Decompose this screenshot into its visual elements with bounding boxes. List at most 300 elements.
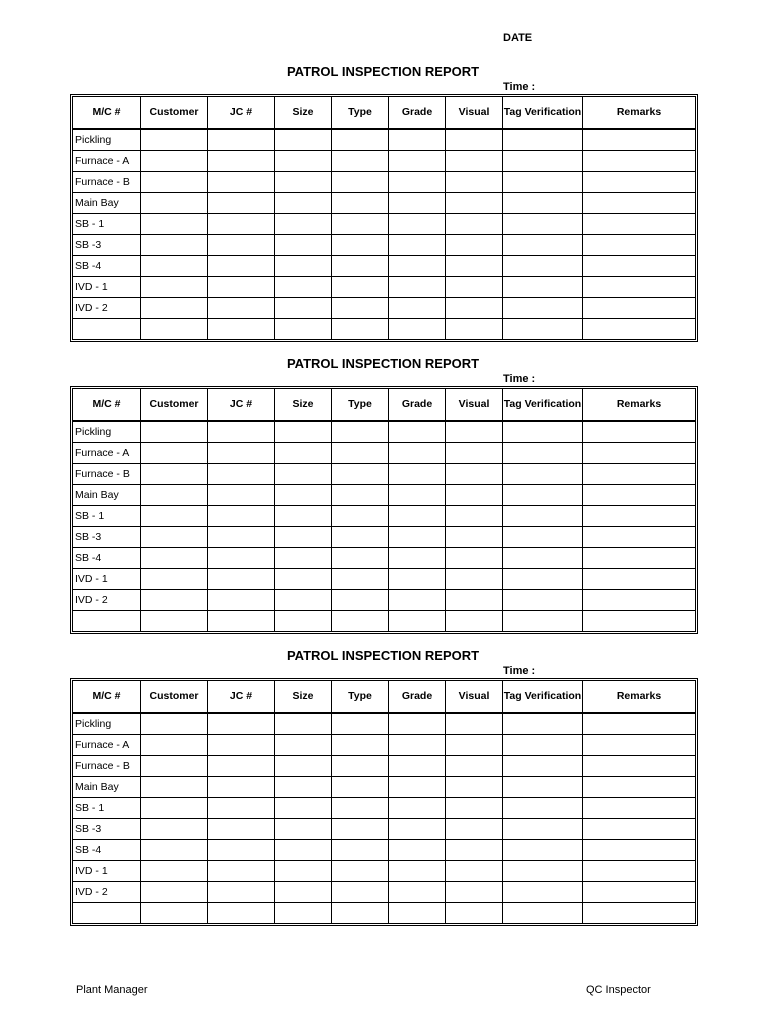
entry-cell[interactable] [275,590,332,611]
entry-cell[interactable] [389,172,446,193]
entry-cell[interactable] [208,777,275,798]
entry-cell[interactable] [389,485,446,506]
machine-label: Furnace - B [73,172,141,193]
entry-cell[interactable] [389,735,446,756]
machine-label: Furnace - A [73,151,141,172]
table-row [73,527,695,548]
machine-label: Pickling [73,130,141,151]
entry-cell[interactable] [389,798,446,819]
entry-cell[interactable] [275,130,332,151]
table-row [73,214,695,235]
machine-label: SB -3 [73,235,141,256]
entry-cell[interactable] [583,590,695,611]
entry-cell[interactable] [446,443,503,464]
entry-cell[interactable] [503,548,583,569]
entry-cell[interactable] [275,443,332,464]
entry-cell[interactable] [503,151,583,172]
entry-cell[interactable] [275,277,332,298]
entry-cell[interactable] [208,443,275,464]
entry-cell[interactable] [275,319,332,339]
entry-cell[interactable] [275,256,332,277]
table-row [73,569,695,590]
entry-cell[interactable] [389,319,446,339]
entry-cell[interactable] [583,235,695,256]
entry-cell[interactable] [583,193,695,214]
entry-cell[interactable] [446,214,503,235]
entry-cell[interactable] [141,277,208,298]
entry-cell[interactable] [503,298,583,319]
entry-cell[interactable] [275,548,332,569]
entry-cell[interactable] [275,861,332,882]
machine-label: IVD - 1 [73,569,141,590]
entry-cell[interactable] [503,611,583,631]
entry-cell[interactable] [208,172,275,193]
machine-label: Main Bay [73,485,141,506]
machine-label: IVD - 2 [73,590,141,611]
entry-cell[interactable] [503,256,583,277]
entry-cell[interactable] [583,714,695,735]
column-header: Grade [389,389,446,422]
entry-cell[interactable] [332,130,389,151]
column-header: Customer [141,389,208,422]
column-header: Visual [446,681,503,714]
machine-label: IVD - 2 [73,298,141,319]
inspection-table [72,680,696,924]
entry-cell[interactable] [208,798,275,819]
machine-label: SB -3 [73,527,141,548]
entry-cell[interactable] [583,569,695,590]
entry-cell[interactable] [389,464,446,485]
entry-cell[interactable] [446,151,503,172]
entry-cell[interactable] [208,903,275,923]
entry-cell[interactable] [275,819,332,840]
entry-cell[interactable] [446,861,503,882]
entry-cell[interactable] [141,756,208,777]
entry-cell[interactable] [583,485,695,506]
entry-cell[interactable] [583,277,695,298]
entry-cell[interactable] [389,214,446,235]
entry-cell[interactable] [141,735,208,756]
entry-cell[interactable] [275,882,332,903]
entry-cell[interactable] [141,777,208,798]
entry-cell[interactable] [583,882,695,903]
entry-cell[interactable] [141,506,208,527]
entry-cell[interactable] [503,903,583,923]
entry-cell[interactable] [583,819,695,840]
entry-cell[interactable] [446,277,503,298]
machine-label: SB -4 [73,840,141,861]
entry-cell[interactable] [446,548,503,569]
column-header: JC # [208,97,275,130]
entry-cell[interactable] [208,319,275,339]
entry-cell[interactable] [141,882,208,903]
entry-cell[interactable] [389,590,446,611]
entry-cell[interactable] [389,611,446,631]
entry-cell[interactable] [503,735,583,756]
entry-cell[interactable] [583,840,695,861]
entry-cell[interactable] [332,277,389,298]
entry-cell[interactable] [332,611,389,631]
entry-cell[interactable] [275,485,332,506]
entry-cell[interactable] [583,172,695,193]
entry-cell[interactable] [208,464,275,485]
entry-cell[interactable] [446,319,503,339]
entry-cell[interactable] [332,485,389,506]
machine-label: Pickling [73,422,141,443]
entry-cell[interactable] [389,548,446,569]
entry-cell[interactable] [332,798,389,819]
entry-cell[interactable] [332,235,389,256]
time-label: Time : [503,665,536,677]
report-title: PATROL INSPECTION REPORT [286,356,480,371]
entry-cell[interactable] [208,235,275,256]
entry-cell[interactable] [332,548,389,569]
entry-cell[interactable] [446,527,503,548]
entry-cell[interactable] [275,214,332,235]
entry-cell[interactable] [141,130,208,151]
entry-cell[interactable] [208,714,275,735]
machine-label [73,319,141,339]
entry-cell[interactable] [503,422,583,443]
entry-cell[interactable] [332,714,389,735]
entry-cell[interactable] [446,172,503,193]
column-header: Type [332,389,389,422]
entry-cell[interactable] [141,256,208,277]
entry-cell[interactable] [389,193,446,214]
entry-cell[interactable] [446,611,503,631]
entry-cell[interactable] [141,569,208,590]
entry-cell[interactable] [446,903,503,923]
entry-cell[interactable] [446,569,503,590]
entry-cell[interactable] [389,527,446,548]
entry-cell[interactable] [208,256,275,277]
entry-cell[interactable] [332,882,389,903]
entry-cell[interactable] [275,464,332,485]
entry-cell[interactable] [503,130,583,151]
entry-cell[interactable] [389,882,446,903]
entry-cell[interactable] [332,506,389,527]
entry-cell[interactable] [208,298,275,319]
entry-cell[interactable] [332,590,389,611]
entry-cell[interactable] [275,903,332,923]
entry-cell[interactable] [208,569,275,590]
entry-cell[interactable] [583,130,695,151]
entry-cell[interactable] [332,777,389,798]
entry-cell[interactable] [332,756,389,777]
entry-cell[interactable] [208,193,275,214]
entry-cell[interactable] [141,319,208,339]
entry-cell[interactable] [275,777,332,798]
entry-cell[interactable] [583,735,695,756]
report-title: PATROL INSPECTION REPORT [286,648,480,663]
table-row [73,903,695,923]
entry-cell[interactable] [446,777,503,798]
entry-cell[interactable] [275,714,332,735]
entry-cell[interactable] [332,256,389,277]
entry-cell[interactable] [583,214,695,235]
entry-cell[interactable] [208,130,275,151]
entry-cell[interactable] [389,298,446,319]
entry-cell[interactable] [275,172,332,193]
table-row [73,443,695,464]
column-header: Grade [389,681,446,714]
table-header-row [73,681,695,714]
entry-cell[interactable] [275,756,332,777]
entry-cell[interactable] [141,193,208,214]
entry-cell[interactable] [503,840,583,861]
entry-cell[interactable] [208,214,275,235]
entry-cell[interactable] [332,193,389,214]
entry-cell[interactable] [583,506,695,527]
entry-cell[interactable] [141,151,208,172]
entry-cell[interactable] [141,443,208,464]
entry-cell[interactable] [332,861,389,882]
entry-cell[interactable] [583,861,695,882]
entry-cell[interactable] [141,590,208,611]
entry-cell[interactable] [446,798,503,819]
entry-cell[interactable] [446,756,503,777]
date-label: DATE [503,32,533,44]
entry-cell[interactable] [503,756,583,777]
entry-cell[interactable] [389,151,446,172]
entry-cell[interactable] [389,861,446,882]
entry-cell[interactable] [208,506,275,527]
entry-cell[interactable] [275,569,332,590]
column-header: Tag Verification [503,389,583,422]
entry-cell[interactable] [141,527,208,548]
entry-cell[interactable] [141,172,208,193]
entry-cell[interactable] [583,151,695,172]
entry-cell[interactable] [389,422,446,443]
entry-cell[interactable] [389,777,446,798]
entry-cell[interactable] [446,464,503,485]
entry-cell[interactable] [208,548,275,569]
entry-cell[interactable] [208,735,275,756]
entry-cell[interactable] [332,840,389,861]
entry-cell[interactable] [503,235,583,256]
entry-cell[interactable] [583,319,695,339]
entry-cell[interactable] [446,882,503,903]
entry-cell[interactable] [583,527,695,548]
entry-cell[interactable] [503,193,583,214]
entry-cell[interactable] [208,819,275,840]
entry-cell[interactable] [332,464,389,485]
entry-cell[interactable] [583,548,695,569]
entry-cell[interactable] [503,319,583,339]
entry-cell[interactable] [503,214,583,235]
entry-cell[interactable] [503,819,583,840]
entry-cell[interactable] [332,422,389,443]
entry-cell[interactable] [141,422,208,443]
entry-cell[interactable] [208,611,275,631]
entry-cell[interactable] [141,235,208,256]
entry-cell[interactable] [583,798,695,819]
entry-cell[interactable] [389,130,446,151]
entry-cell[interactable] [389,756,446,777]
table-row [73,861,695,882]
entry-cell[interactable] [275,422,332,443]
entry-cell[interactable] [208,422,275,443]
entry-cell[interactable] [389,443,446,464]
entry-cell[interactable] [446,506,503,527]
entry-cell[interactable] [332,319,389,339]
entry-cell[interactable] [503,172,583,193]
entry-cell[interactable] [208,840,275,861]
machine-label: SB - 1 [73,506,141,527]
column-header: Size [275,681,332,714]
entry-cell[interactable] [446,422,503,443]
entry-cell[interactable] [583,422,695,443]
entry-cell[interactable] [583,298,695,319]
entry-cell[interactable] [446,735,503,756]
table-row [73,777,695,798]
entry-cell[interactable] [141,548,208,569]
entry-cell[interactable] [208,756,275,777]
entry-cell[interactable] [208,527,275,548]
entry-cell[interactable] [389,235,446,256]
entry-cell[interactable] [141,485,208,506]
entry-cell[interactable] [583,443,695,464]
entry-cell[interactable] [332,527,389,548]
table-row [73,840,695,861]
entry-cell[interactable] [503,798,583,819]
time-label: Time : [503,81,536,93]
table-row [73,193,695,214]
entry-cell[interactable] [332,443,389,464]
entry-cell[interactable] [503,506,583,527]
column-header: JC # [208,681,275,714]
entry-cell[interactable] [141,861,208,882]
entry-cell[interactable] [208,151,275,172]
table-row [73,172,695,193]
entry-cell[interactable] [389,506,446,527]
entry-cell[interactable] [446,235,503,256]
entry-cell[interactable] [583,777,695,798]
entry-cell[interactable] [208,861,275,882]
entry-cell[interactable] [275,840,332,861]
machine-label: SB -4 [73,548,141,569]
entry-cell[interactable] [446,714,503,735]
entry-cell[interactable] [141,840,208,861]
entry-cell[interactable] [583,903,695,923]
entry-cell[interactable] [275,527,332,548]
entry-cell[interactable] [503,569,583,590]
entry-cell[interactable] [208,485,275,506]
entry-cell[interactable] [446,298,503,319]
table-row [73,735,695,756]
time-label: Time : [503,373,536,385]
entry-cell[interactable] [503,277,583,298]
entry-cell[interactable] [275,235,332,256]
entry-cell[interactable] [503,714,583,735]
entry-cell[interactable] [503,590,583,611]
entry-cell[interactable] [275,193,332,214]
entry-cell[interactable] [503,861,583,882]
entry-cell[interactable] [275,798,332,819]
entry-cell[interactable] [208,882,275,903]
column-header: Visual [446,389,503,422]
entry-cell[interactable] [141,798,208,819]
column-header: Tag Verification [503,97,583,130]
table-row [73,714,695,735]
entry-cell[interactable] [208,277,275,298]
table-row [73,611,695,631]
entry-cell[interactable] [332,214,389,235]
entry-cell[interactable] [332,298,389,319]
entry-cell[interactable] [503,527,583,548]
entry-cell[interactable] [389,277,446,298]
entry-cell[interactable] [141,714,208,735]
entry-cell[interactable] [503,464,583,485]
column-header: Grade [389,97,446,130]
entry-cell[interactable] [446,193,503,214]
entry-cell[interactable] [332,172,389,193]
entry-cell[interactable] [275,151,332,172]
entry-cell[interactable] [389,840,446,861]
entry-cell[interactable] [446,840,503,861]
entry-cell[interactable] [275,611,332,631]
entry-cell[interactable] [141,214,208,235]
column-header: JC # [208,389,275,422]
entry-cell[interactable] [446,485,503,506]
entry-cell[interactable] [583,611,695,631]
entry-cell[interactable] [141,611,208,631]
table-row [73,130,695,151]
entry-cell[interactable] [332,735,389,756]
entry-cell[interactable] [332,151,389,172]
entry-cell[interactable] [208,590,275,611]
entry-cell[interactable] [141,464,208,485]
entry-cell[interactable] [141,819,208,840]
column-header: Type [332,681,389,714]
entry-cell[interactable] [583,756,695,777]
plant-manager-label: Plant Manager [76,984,148,996]
entry-cell[interactable] [583,256,695,277]
machine-label: SB - 1 [73,798,141,819]
entry-cell[interactable] [583,464,695,485]
entry-cell[interactable] [275,506,332,527]
machine-label: IVD - 1 [73,277,141,298]
entry-cell[interactable] [446,590,503,611]
entry-cell[interactable] [141,298,208,319]
machine-label: Furnace - A [73,735,141,756]
entry-cell[interactable] [503,882,583,903]
entry-cell[interactable] [446,130,503,151]
entry-cell[interactable] [389,819,446,840]
entry-cell[interactable] [275,298,332,319]
entry-cell[interactable] [275,735,332,756]
entry-cell[interactable] [332,819,389,840]
entry-cell[interactable] [446,256,503,277]
table-row [73,882,695,903]
entry-cell[interactable] [389,903,446,923]
entry-cell[interactable] [332,903,389,923]
entry-cell[interactable] [446,819,503,840]
entry-cell[interactable] [503,777,583,798]
inspection-table [72,96,696,340]
column-header: Type [332,97,389,130]
entry-cell[interactable] [389,714,446,735]
column-header: Customer [141,97,208,130]
entry-cell[interactable] [389,256,446,277]
column-header: Size [275,389,332,422]
entry-cell[interactable] [503,485,583,506]
entry-cell[interactable] [141,903,208,923]
entry-cell[interactable] [503,443,583,464]
entry-cell[interactable] [332,569,389,590]
entry-cell[interactable] [389,569,446,590]
table-row [73,756,695,777]
